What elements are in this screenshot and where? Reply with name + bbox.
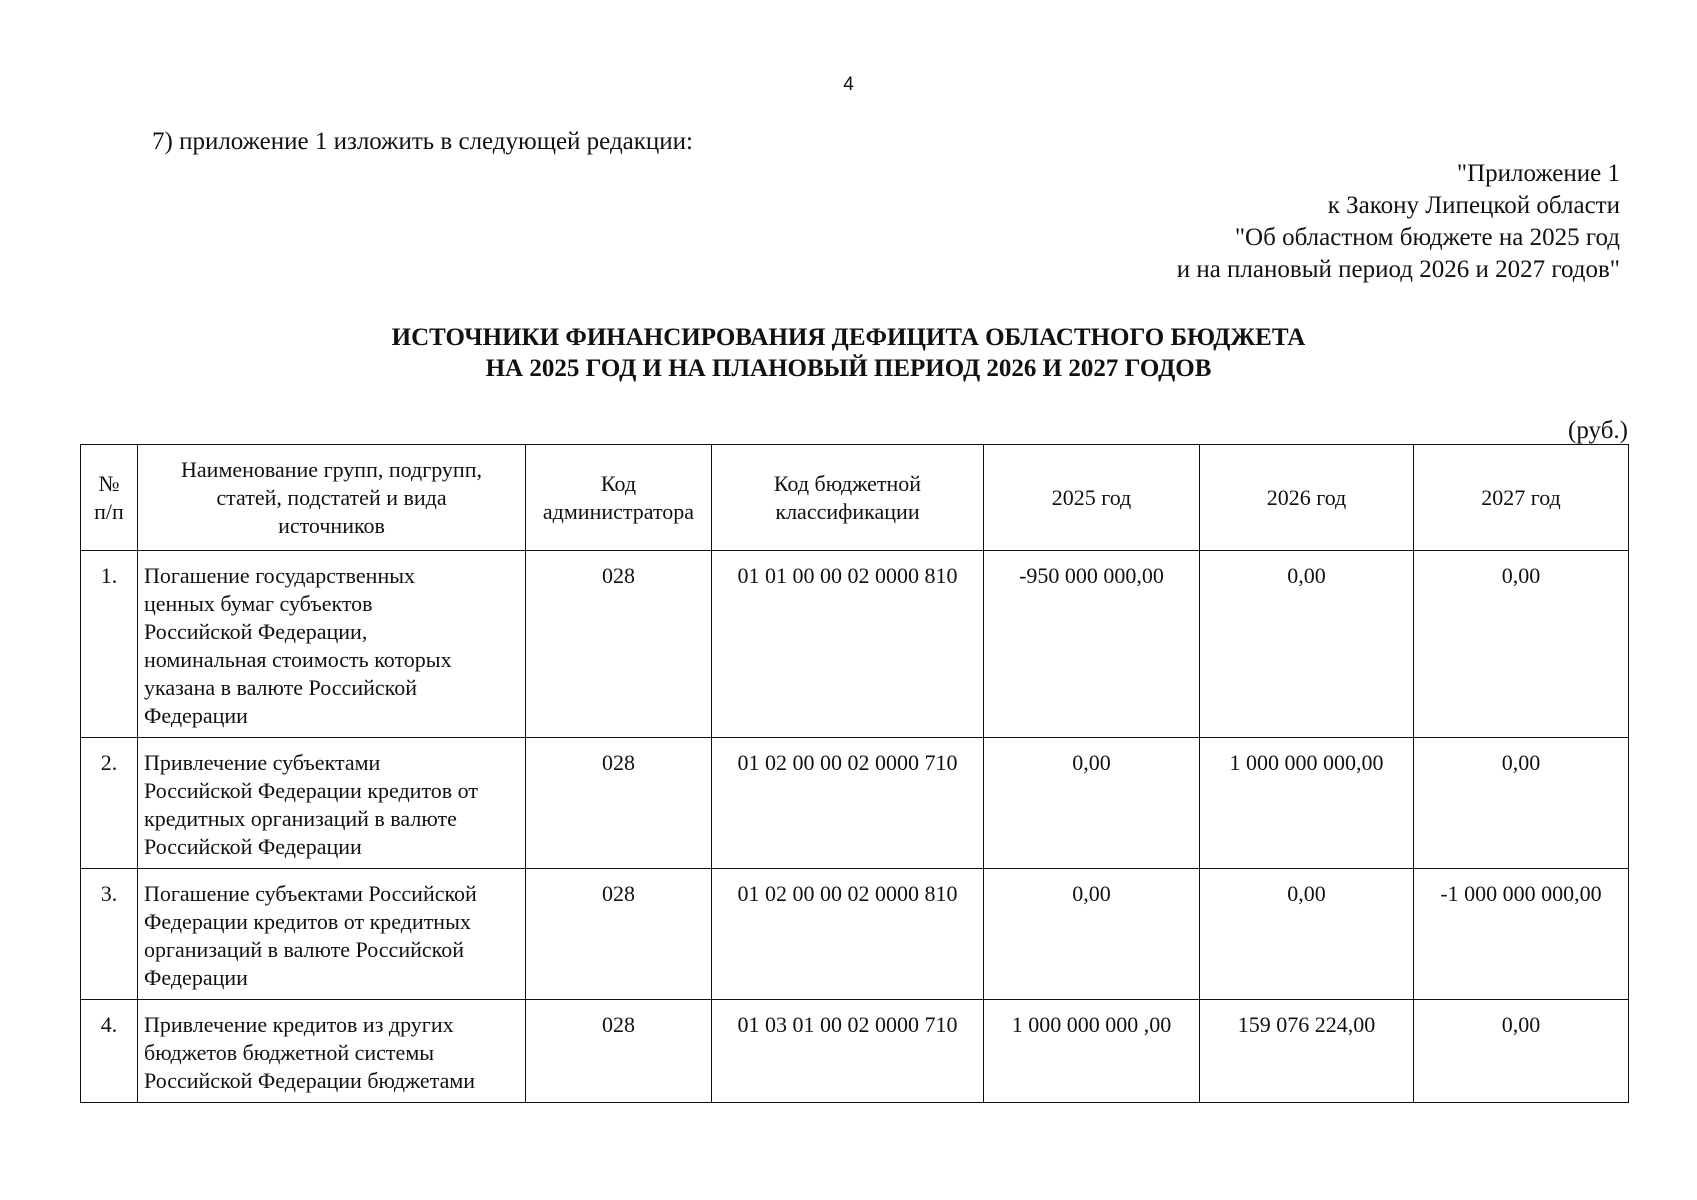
row-number: 2. [81, 738, 138, 869]
row-number: 1. [81, 551, 138, 738]
row-amount-2027: 0,00 [1414, 1000, 1629, 1103]
row-number: 4. [81, 1000, 138, 1103]
financing-sources-table [80, 444, 1629, 1103]
row-source-name: Привлечение кредитов из других бюджетов бюджетной системы Российской Федерации бюджетами [138, 1000, 526, 1103]
row-budget-code: 01 02 00 00 02 0000 710 [712, 738, 984, 869]
header-name: Наименование групп, подгрупп, статей, подстатей и вида источников [138, 445, 526, 551]
appendix-line: "Об областном бюджете на 2025 год [1234, 224, 1620, 251]
row-amount-2027: -1 000 000 000,00 [1414, 869, 1629, 1000]
row-admin-code: 028 [526, 1000, 712, 1103]
table-header-row [81, 445, 1629, 551]
row-admin-code: 028 [526, 551, 712, 738]
unit-label: (руб.) [1568, 417, 1628, 444]
table-row [81, 1000, 1629, 1103]
header-year-2025: 2025 год [984, 445, 1200, 551]
row-number: 3. [81, 869, 138, 1000]
appendix-line: к Закону Липецкой области [1327, 192, 1620, 219]
title-line: ИСТОЧНИКИ ФИНАНСИРОВАНИЯ ДЕФИЦИТА ОБЛАСТНОГО БЮДЖЕТА [391, 324, 1306, 351]
row-amount-2025: -950 000 000,00 [984, 551, 1200, 738]
row-amount-2025: 0,00 [984, 869, 1200, 1000]
row-amount-2025: 1 000 000 000 ,00 [984, 1000, 1200, 1103]
appendix-reference [1177, 158, 1620, 286]
document-title [0, 322, 1697, 384]
page-number: 4 [843, 74, 854, 95]
appendix-line: "Приложение 1 [1456, 160, 1620, 187]
title-line: НА 2025 ГОД И НА ПЛАНОВЫЙ ПЕРИОД 2026 И 2027 ГОДОВ [485, 355, 1212, 382]
row-amount-2027: 0,00 [1414, 738, 1629, 869]
header-year-2027: 2027 год [1414, 445, 1629, 551]
row-amount-2025: 0,00 [984, 738, 1200, 869]
row-source-name: Погашение субъектами Российской Федерации кредитов от кредитных организаций в валюте Российской Федерации [138, 869, 526, 1000]
table-row [81, 738, 1629, 869]
row-budget-code: 01 02 00 00 02 0000 810 [712, 869, 984, 1000]
intro-text: 7) приложение 1 изложить в следующей редакции: [152, 128, 693, 155]
row-amount-2026: 1 000 000 000,00 [1200, 738, 1414, 869]
table-row [81, 869, 1629, 1000]
header-year-2026: 2026 год [1200, 445, 1414, 551]
appendix-line: и на плановый период 2026 и 2027 годов" [1176, 256, 1620, 283]
row-admin-code: 028 [526, 869, 712, 1000]
header-budget-code: Код бюджетной классификации [712, 445, 984, 551]
row-budget-code: 01 01 00 00 02 0000 810 [712, 551, 984, 738]
row-admin-code: 028 [526, 738, 712, 869]
table-row [81, 551, 1629, 738]
header-num: № п/п [81, 445, 138, 551]
row-amount-2026: 0,00 [1200, 869, 1414, 1000]
row-amount-2026: 0,00 [1200, 551, 1414, 738]
row-budget-code: 01 03 01 00 02 0000 710 [712, 1000, 984, 1103]
row-amount-2027: 0,00 [1414, 551, 1629, 738]
row-source-name: Погашение государственных ценных бумаг субъектов Российской Федерации, номинальная стоимость которых указана в валюте Российской Федерации [138, 551, 526, 738]
row-source-name: Привлечение субъектами Российской Федерации кредитов от кредитных организаций в валюте Российской Федерации [138, 738, 526, 869]
row-amount-2026: 159 076 224,00 [1200, 1000, 1414, 1103]
header-admin-code: Код администратора [526, 445, 712, 551]
